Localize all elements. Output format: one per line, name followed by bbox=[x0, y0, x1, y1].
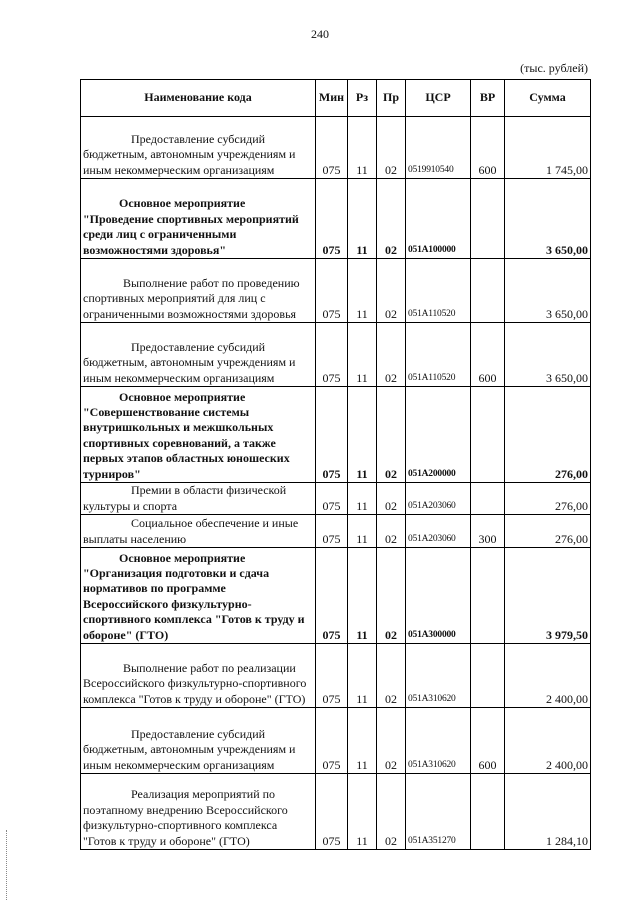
row-rz: 11 bbox=[348, 515, 377, 548]
row-min: 075 bbox=[316, 323, 348, 387]
row-csr: 0519910540 bbox=[406, 117, 471, 179]
row-csr: 051A110520 bbox=[406, 323, 471, 387]
row-pr: 02 bbox=[377, 117, 406, 179]
row-pr: 02 bbox=[377, 259, 406, 323]
row-rz: 11 bbox=[348, 483, 377, 515]
header-rz: Рз bbox=[348, 80, 377, 117]
scan-edge-marks bbox=[6, 830, 9, 900]
units-label: (тыс. рублей) bbox=[520, 61, 588, 75]
header-pr: Пр bbox=[377, 80, 406, 117]
row-pr: 02 bbox=[377, 323, 406, 387]
row-vr: 300 bbox=[471, 515, 505, 548]
row-vr bbox=[471, 259, 505, 323]
row-rz: 11 bbox=[348, 708, 377, 774]
row-rz: 11 bbox=[348, 774, 377, 850]
row-sum: 3 650,00 bbox=[505, 323, 591, 387]
row-min: 075 bbox=[316, 387, 348, 483]
row-vr: 600 bbox=[471, 708, 505, 774]
row-vr bbox=[471, 644, 505, 708]
row-csr: 051A351270 bbox=[406, 774, 471, 850]
table-row bbox=[81, 117, 591, 179]
header-name: Наименование кода bbox=[81, 80, 316, 117]
row-sum: 276,00 bbox=[505, 515, 591, 548]
row-rz: 11 bbox=[348, 548, 377, 644]
row-min: 075 bbox=[316, 774, 348, 850]
header-vr: ВР bbox=[471, 80, 505, 117]
row-name: Выполнение работ по проведению спортивных мероприятий для лиц с ограниченными возможностями здоровья bbox=[83, 275, 300, 321]
table-row bbox=[81, 259, 591, 323]
page-number: 240 bbox=[311, 27, 329, 41]
table-row bbox=[81, 483, 591, 515]
row-vr bbox=[471, 548, 505, 644]
table-row bbox=[81, 179, 591, 259]
header-min: Мин bbox=[316, 80, 348, 117]
row-pr: 02 bbox=[377, 515, 406, 548]
row-pr: 02 bbox=[377, 708, 406, 774]
row-sum: 276,00 bbox=[505, 387, 591, 483]
row-min: 075 bbox=[316, 644, 348, 708]
row-name: Предоставление субсидий бюджетным, автономным учреждениям и иным некоммерческим организациям bbox=[83, 339, 296, 385]
row-rz: 11 bbox=[348, 387, 377, 483]
row-csr: 051A300000 bbox=[406, 548, 471, 644]
table-header-row bbox=[81, 80, 591, 117]
row-sum: 276,00 bbox=[505, 483, 591, 515]
table-row bbox=[81, 548, 591, 644]
row-csr: 051A310620 bbox=[406, 644, 471, 708]
row-rz: 11 bbox=[348, 323, 377, 387]
table-row bbox=[81, 323, 591, 387]
row-name: Основное мероприятие "Организация подготовки и сдача нормативов по программе Всероссийского физкультурно-спортивного комплекса "Готов к труду и обороне" (ГТО) bbox=[83, 550, 305, 642]
row-sum: 2 400,00 bbox=[505, 708, 591, 774]
row-name: Предоставление субсидий бюджетным, автономным учреждениям и иным некоммерческим организациям bbox=[83, 131, 296, 177]
row-min: 075 bbox=[316, 548, 348, 644]
row-pr: 02 bbox=[377, 644, 406, 708]
row-vr: 600 bbox=[471, 117, 505, 179]
row-rz: 11 bbox=[348, 259, 377, 323]
row-sum: 1 745,00 bbox=[505, 117, 591, 179]
row-sum: 3 650,00 bbox=[505, 259, 591, 323]
row-name: Предоставление субсидий бюджетным, автономным учреждениям и иным некоммерческим организациям bbox=[83, 726, 296, 772]
row-rz: 11 bbox=[348, 117, 377, 179]
row-min: 075 bbox=[316, 259, 348, 323]
header-sum: Сумма bbox=[505, 80, 591, 117]
row-csr: 051A110520 bbox=[406, 259, 471, 323]
row-sum: 3 650,00 bbox=[505, 179, 591, 259]
row-sum: 2 400,00 bbox=[505, 644, 591, 708]
row-name: Реализация мероприятий по поэтапному внедрению Всероссийского физкультурно-спортивного комплекса "Готов к труду и обороне" (ГТО) bbox=[83, 787, 288, 848]
row-name: Основное мероприятие "Совершенствование системы внутришкольных и межшкольных спортивных соревнований, а также первых этапов областных юношеских турниров" bbox=[83, 389, 290, 481]
row-rz: 11 bbox=[348, 644, 377, 708]
budget-table bbox=[80, 79, 591, 850]
row-pr: 02 bbox=[377, 387, 406, 483]
table-row bbox=[81, 515, 591, 548]
row-pr: 02 bbox=[377, 483, 406, 515]
row-csr: 051A310620 bbox=[406, 708, 471, 774]
row-rz: 11 bbox=[348, 179, 377, 259]
row-pr: 02 bbox=[377, 179, 406, 259]
row-min: 075 bbox=[316, 708, 348, 774]
row-min: 075 bbox=[316, 117, 348, 179]
row-name: Социальное обеспечение и иные выплаты населению bbox=[83, 516, 299, 546]
row-min: 075 bbox=[316, 179, 348, 259]
row-vr bbox=[471, 179, 505, 259]
row-csr: 051A203060 bbox=[406, 515, 471, 548]
row-min: 075 bbox=[316, 483, 348, 515]
row-vr bbox=[471, 483, 505, 515]
row-csr: 051A203060 bbox=[406, 483, 471, 515]
row-pr: 02 bbox=[377, 774, 406, 850]
row-sum: 3 979,50 bbox=[505, 548, 591, 644]
row-name: Выполнение работ по реализации Всероссийского физкультурно-спортивного комплекса "Готов к труду и обороне" (ГТО) bbox=[83, 660, 307, 706]
row-name: Основное мероприятие "Проведение спортивных мероприятий среди лиц с ограниченными возможностями здоровья" bbox=[83, 196, 299, 257]
row-csr: 051A200000 bbox=[406, 387, 471, 483]
row-csr: 051A100000 bbox=[406, 179, 471, 259]
row-sum: 1 284,10 bbox=[505, 774, 591, 850]
row-name: Премии в области физической культуры и спорта bbox=[83, 483, 287, 513]
row-vr: 600 bbox=[471, 323, 505, 387]
table-row bbox=[81, 774, 591, 850]
table-row bbox=[81, 708, 591, 774]
header-csr: ЦСР bbox=[406, 80, 471, 117]
table-row bbox=[81, 644, 591, 708]
row-pr: 02 bbox=[377, 548, 406, 644]
row-min: 075 bbox=[316, 515, 348, 548]
table-row bbox=[81, 387, 591, 483]
row-vr bbox=[471, 387, 505, 483]
row-vr bbox=[471, 774, 505, 850]
